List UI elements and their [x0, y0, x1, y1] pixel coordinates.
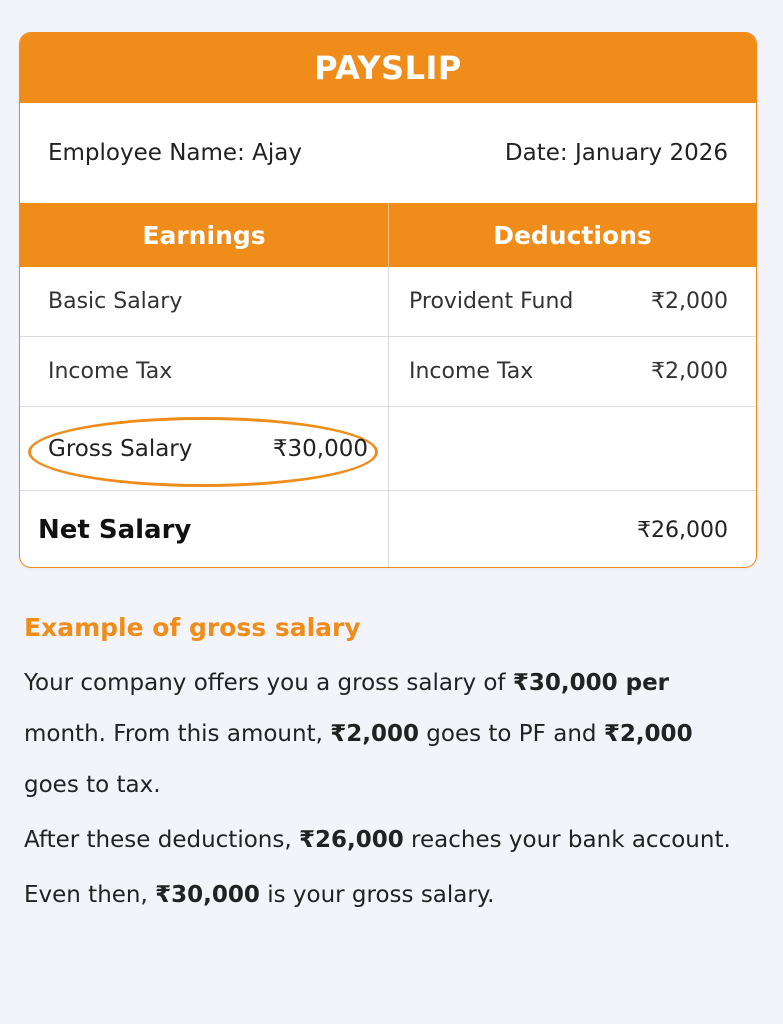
- net-salary-value-cell: [389, 491, 756, 568]
- example-paragraph-3: [24, 870, 754, 921]
- bold-amount: ₹26,000: [298, 827, 404, 853]
- gross-salary-row: [20, 407, 756, 491]
- deduction-label: Income Tax: [409, 359, 534, 384]
- text-span: Your company offers you a gross salary of: [24, 670, 513, 696]
- deduction-cell: [389, 267, 756, 336]
- net-salary-row: [20, 491, 756, 568]
- bold-amount: ₹2,000: [330, 721, 419, 747]
- earning-cell: [20, 267, 389, 336]
- net-salary-label: Net Salary: [38, 515, 192, 545]
- deduction-cell: [389, 337, 756, 406]
- gross-salary-highlight: [48, 407, 368, 490]
- gross-salary-value: ₹30,000: [272, 435, 368, 462]
- payslip-title-bar: [20, 33, 756, 103]
- gross-salary-label: Gross Salary: [48, 435, 193, 462]
- text-span: Even then,: [24, 882, 156, 908]
- example-paragraph-1: [24, 658, 754, 811]
- deduction-value: ₹2,000: [651, 359, 728, 384]
- earnings-header-label: Earnings: [142, 220, 266, 250]
- payslip-title: PAYSLIP: [314, 49, 462, 87]
- bold-amount: ₹2,000: [603, 721, 693, 747]
- example-heading: Example of gross salary: [24, 613, 361, 642]
- net-salary-label-cell: [20, 491, 389, 568]
- earning-cell: [20, 337, 389, 406]
- deductions-header-label: Deductions: [493, 220, 652, 250]
- table-row: [20, 337, 756, 407]
- example-section: [24, 610, 754, 921]
- table-header-row: [20, 203, 756, 267]
- text-span: goes to PF and: [418, 721, 604, 747]
- earnings-header: [20, 203, 389, 267]
- employee-name: Employee Name: Ajay: [48, 140, 302, 166]
- text-span: is your gross salary.: [259, 882, 495, 908]
- text-span: month. From this amount,: [24, 721, 331, 747]
- bold-amount: ₹30,000 per: [512, 670, 670, 696]
- table-row: [20, 267, 756, 337]
- bold-amount: ₹30,000: [155, 882, 260, 908]
- gross-salary-cell: [20, 407, 389, 490]
- example-paragraph-2: [24, 815, 754, 866]
- text-span: reaches your bank account.: [403, 827, 731, 853]
- deduction-label: Provident Fund: [409, 289, 574, 314]
- net-salary-value: ₹26,000: [637, 517, 728, 543]
- employee-info-row: [20, 103, 756, 203]
- deduction-value: ₹2,000: [651, 289, 728, 314]
- text-span: After these deductions,: [24, 827, 299, 853]
- earning-label: Income Tax: [48, 359, 173, 384]
- empty-deduction-cell: [389, 407, 756, 490]
- deductions-header: [389, 203, 756, 267]
- payslip-card: [19, 32, 757, 568]
- earning-label: Basic Salary: [48, 289, 183, 314]
- payslip-date: Date: January 2026: [504, 140, 728, 166]
- text-span: goes to tax.: [24, 772, 161, 798]
